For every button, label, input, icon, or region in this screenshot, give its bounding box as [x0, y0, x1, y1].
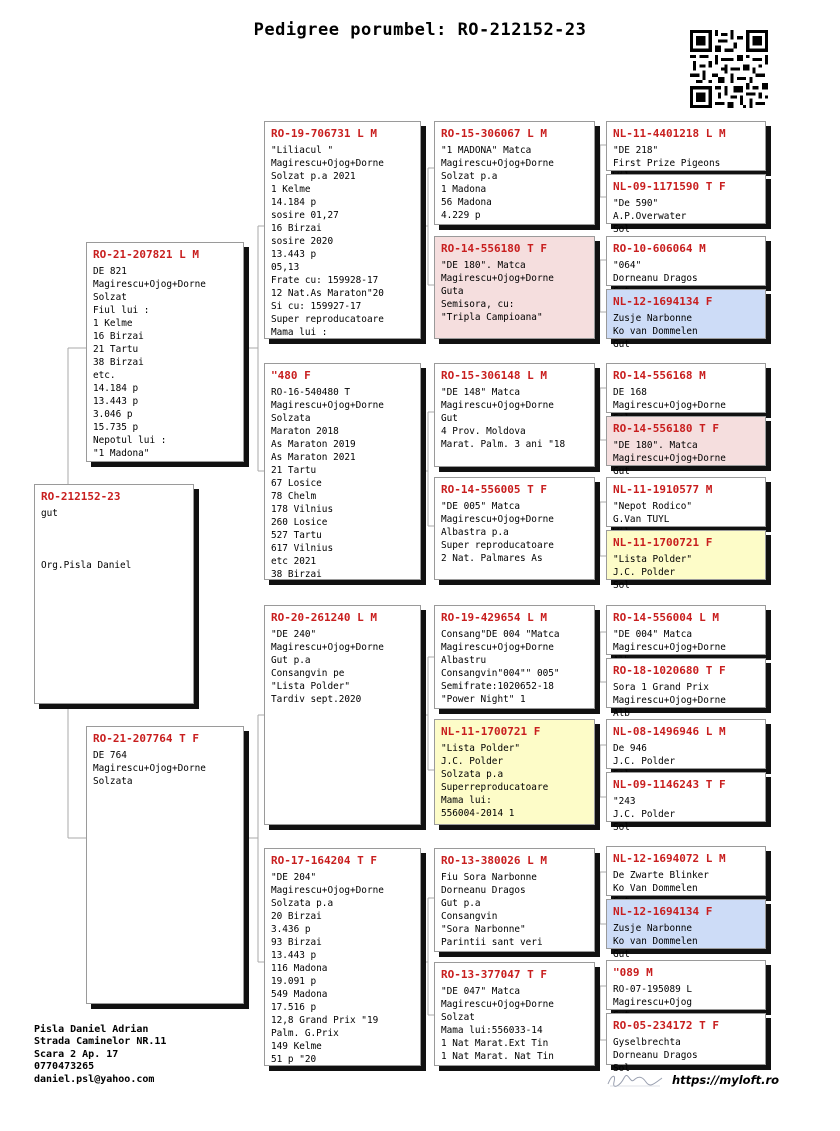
pigeon-card-g4-7[interactable] — [606, 477, 766, 527]
pigeon-details: RO-16-540480 T Magirescu+Ojog+Dorne Solzata Maraton 2018 As Maraton 2019 As Maraton 2021 21 Tartu 67 Losice 78 Chelm 178 Vilnius 260 Losice 527 Tartu 617 Vilnius etc 2021 38 Birzai — [271, 387, 384, 580]
ring-number: RO-13-380026 L M — [441, 854, 547, 867]
pigeon-details: De 946 J.C. Polder — [613, 743, 676, 767]
pigeon-card-g4-12[interactable] — [606, 772, 766, 833]
pigeon-details: DE 764 Magirescu+Ojog+Dorne Solzata — [93, 750, 206, 787]
pigeon-card-g4-6[interactable] — [606, 416, 766, 477]
pigeon-card-g3-2[interactable] — [434, 236, 595, 339]
ring-number: RO-15-306148 L M — [441, 369, 547, 382]
pigeon-card-g3-1[interactable] — [434, 121, 595, 225]
ring-number: RO-21-207764 T F — [93, 732, 199, 745]
ring-number: RO-14-556168 M — [613, 369, 706, 382]
pigeon-details: Sora 1 Grand Prix Magirescu+Ojog+Dorne Alb — [613, 682, 726, 719]
pigeon-card-g4-14[interactable] — [606, 899, 766, 960]
pigeon-card-g4-16[interactable] — [606, 1013, 766, 1074]
pigeon-details: "Lista Polder" J.C. Polder Sol — [613, 554, 693, 591]
owner-street: Strada Caminelor NR.11 — [34, 1036, 167, 1048]
owner-name: Pisla Daniel Adrian — [34, 1024, 149, 1035]
ring-number: NL-12-1694134 F — [613, 905, 713, 918]
pigeon-details: De Zwarte Blinker Ko Van Dommelen — [613, 870, 709, 894]
pigeon-card-g3-3[interactable] — [434, 363, 595, 467]
ring-number: RO-14-556180 T F — [613, 422, 719, 435]
pigeon-card-dam-dam[interactable] — [264, 848, 421, 1066]
owner-contact — [34, 1024, 166, 1086]
ring-number: NL-11-1700721 F — [613, 536, 713, 549]
pigeon-card-g4-1[interactable] — [606, 121, 766, 171]
pigeon-details: Zusje Narbonne Ko van Dommelen Gut — [613, 923, 698, 960]
pigeon-card-g4-8[interactable] — [606, 530, 766, 591]
ring-number: RO-19-429654 L M — [441, 611, 547, 624]
owner-email[interactable]: daniel.psl@yahoo.com — [34, 1073, 155, 1085]
pigeon-card-g4-13[interactable] — [606, 846, 766, 896]
ring-number: NL-09-1146243 T F — [613, 778, 726, 791]
pigeon-card-dam[interactable] — [86, 726, 244, 1004]
ring-number: RO-05-234172 T F — [613, 1019, 719, 1032]
website-link[interactable]: https://myloft.ro — [672, 1073, 780, 1087]
pigeon-card-g4-4[interactable] — [606, 289, 766, 350]
page-title: Pedigree porumbel: RO-212152-23 — [253, 20, 587, 40]
ring-number: "480 F — [271, 369, 311, 382]
owner-phone: 0770473265 — [34, 1061, 95, 1073]
pigeon-card-g3-4[interactable] — [434, 477, 595, 580]
ring-number: NL-08-1496946 L M — [613, 725, 726, 738]
ring-number: RO-15-306067 L M — [441, 127, 547, 140]
ring-number: NL-11-4401218 L M — [613, 127, 726, 140]
pigeon-details: "DE 218" First Prize Pigeons — [613, 145, 721, 169]
ring-number: RO-14-556004 L M — [613, 611, 719, 624]
pigeon-details: "DE 004" Matca Magirescu+Ojog+Dorne — [613, 629, 726, 653]
pigeon-details: "064" Dorneanu Dragos — [613, 260, 698, 284]
pigeon-card-subject[interactable] — [34, 484, 194, 704]
pigeon-details: "243 J.C. Polder Sol — [613, 796, 676, 833]
ring-number: RO-14-556180 T F — [441, 242, 547, 255]
pigeon-card-g3-8[interactable] — [434, 962, 595, 1066]
ring-number: NL-11-1910577 M — [613, 483, 713, 496]
signature-icon — [606, 1072, 664, 1088]
ring-number: RO-17-164204 T F — [271, 854, 377, 867]
ring-number: "089 M — [613, 966, 653, 979]
pigeon-details: "DE 005" Matca Magirescu+Ojog+Dorne Albastra p.a Super reproducatoare 2 Nat. Palmares As — [441, 501, 554, 564]
pigeon-card-dam-sire[interactable] — [264, 605, 421, 825]
ring-number: NL-12-1694134 F — [613, 295, 713, 308]
pigeon-details: DE 821 Magirescu+Ojog+Dorne Solzat Fiul lui : 1 Kelme 16 Birzai 21 Tartu 38 Birzai etc. 14.184 p 13.443 p 3.046 p 15.735 p Nepotul lui : "1 Madona" — [93, 266, 206, 459]
pigeon-details: Gyselbrechta Dorneanu Dragos Sol — [613, 1037, 698, 1074]
ring-number: RO-19-706731 L M — [271, 127, 377, 140]
ring-number: RO-20-261240 L M — [271, 611, 377, 624]
ring-number: NL-12-1694072 L M — [613, 852, 726, 865]
pigeon-details: "Nepot Rodico" G.Van TUYL — [613, 501, 693, 525]
pigeon-details: "Liliacul " Magirescu+Ojog+Dorne Solzat p.a 2021 1 Kelme 14.184 p sosire 01,27 16 Birzai sosire 2020 13.443 p 05,13 Frate cu: 159928-17 12 Nat.As Maraton"20 Si cu: 159927-17 Super reproducatoare Mama lui : — [271, 145, 384, 338]
pigeon-details: "DE 148" Matca Magirescu+Ojog+Dorne Gut 4 Prov. Moldova Marat. Palm. 3 ani "18 — [441, 387, 566, 450]
pigeon-card-g3-6[interactable] — [434, 719, 595, 825]
pigeon-details: "DE 180". Matca Magirescu+Ojog+Dorne Guta Semisora, cu: "Tripla Campioana" — [441, 260, 554, 323]
pigeon-card-g3-7[interactable] — [434, 848, 595, 952]
pigeon-details: "Lista Polder" J.C. Polder Solzata p.a Superreproducatoare Mama lui: 556004-2014 1 — [441, 743, 549, 819]
ring-number: RO-14-556005 T F — [441, 483, 547, 496]
pigeon-card-g4-9[interactable] — [606, 605, 766, 655]
owner-apartment: Scara 2 Ap. 17 — [34, 1048, 119, 1060]
ring-number: NL-09-1171590 T F — [613, 180, 726, 193]
pigeon-card-sire[interactable] — [86, 242, 244, 462]
ring-number: RO-212152-23 — [41, 490, 121, 503]
ring-number: RO-10-606064 M — [613, 242, 706, 255]
pigeon-card-g4-3[interactable] — [606, 236, 766, 286]
pigeon-details: Zusje Narbonne Ko van Dommelen Gut — [613, 313, 698, 350]
ring-number: RO-13-377047 T F — [441, 968, 547, 981]
pigeon-card-g4-2[interactable] — [606, 174, 766, 235]
ring-number: RO-18-1020680 T F — [613, 664, 726, 677]
pigeon-card-g4-10[interactable] — [606, 658, 766, 719]
pigeon-details: gut Org.Pisla Daniel — [41, 508, 132, 571]
pigeon-card-g4-5[interactable] — [606, 363, 766, 413]
pigeon-details: RO-07-195089 L Magirescu+Ojog — [613, 984, 693, 1008]
pigeon-details: "1 MADONA" Matca Magirescu+Ojog+Dorne Solzat p.a 1 Madona 56 Madona 4.229 p — [441, 145, 554, 221]
pigeon-card-sire-sire[interactable] — [264, 121, 421, 339]
pigeon-details: DE 168 Magirescu+Ojog+Dorne — [613, 387, 726, 411]
pigeon-details: "DE 240" Magirescu+Ojog+Dorne Gut p.a Consangvin pe "Lista Polder" Tardiv sept.2020 — [271, 629, 384, 705]
pigeon-details: "DE 180". Matca Magirescu+Ojog+Dorne Gut — [613, 440, 726, 477]
pigeon-details: Consang"DE 004 "Matca Magirescu+Ojog+Dorne Albastru Consangvin"004"" 005" Semifrate:1020652-18 "Power Night" 1 — [441, 629, 560, 705]
ring-number: RO-21-207821 L M — [93, 248, 199, 261]
pigeon-card-g3-5[interactable] — [434, 605, 595, 709]
pigeon-card-g4-11[interactable] — [606, 719, 766, 769]
pigeon-details: "DE 047" Matca Magirescu+Ojog+Dorne Solzat Mama lui:556033-14 1 Nat Marat.Ext Tin 1 Nat Marat. Nat Tin — [441, 986, 554, 1062]
pigeon-details: "De 590" A.P.Overwater Sol — [613, 198, 687, 235]
pigeon-details: Fiu Sora Narbonne Dorneanu Dragos Gut p.a Consangvin "Sora Narbonne" Parintii sant veri — [441, 872, 543, 948]
pigeon-card-sire-dam[interactable] — [264, 363, 421, 580]
pigeon-details: "DE 204" Magirescu+Ojog+Dorne Solzata p.a 20 Birzai 3.436 p 93 Birzai 13.443 p 116 Madona 19.091 p 549 Madona 17.516 p 12,8 Grand Prix "19 Palm. G.Prix 149 Kelme 51 p "20 — [271, 872, 384, 1065]
pigeon-card-g4-15[interactable] — [606, 960, 766, 1010]
ring-number: NL-11-1700721 F — [441, 725, 541, 738]
